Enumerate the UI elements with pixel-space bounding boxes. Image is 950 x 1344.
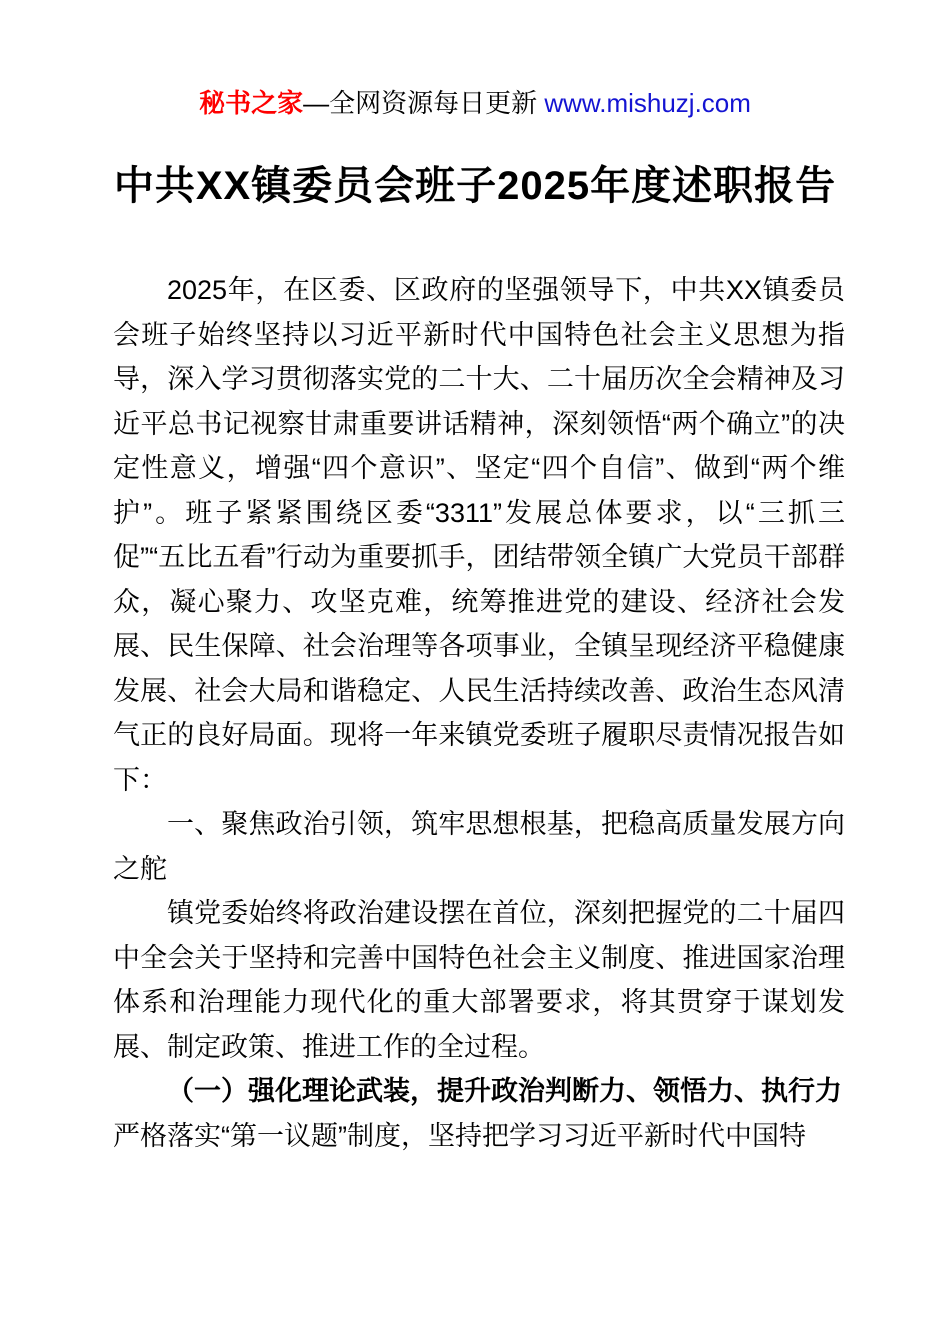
- site-brand: 秘书之家: [199, 88, 304, 118]
- section-heading-1: 一、聚焦政治引领，筑牢思想根基，把稳高质量发展方向之舵: [113, 809, 845, 884]
- document-body: [113, 268, 845, 1158]
- subsection-heading-1: （一）强化理论武装，提升政治判断力、领悟力、执行力: [167, 1076, 842, 1106]
- paragraph-theory-armament: 严格落实“第一议题”制度，坚持把学习习近平新时代中国特: [113, 1120, 806, 1151]
- paragraph-intro: 2025年，在区委、区政府的坚强领导下，中共XX镇委员会班子始终坚持以习近平新时代中国特色社会主义思想为指导，深入学习贯彻落实党的二十大、二十届历次全会精神及习近平总书记视察甘肃重要讲话精神，深刻领悟“两个确立”的决定性意义，增强“四个意识”、坚定“四个自信”、做到“两个维护”。班子紧紧围绕区委“3311”发展总体要求，以“三抓三促”“五比五看”行动为重要抓手，团结带领全镇广大党员干部群众，凝心聚力、攻坚克难，统筹推进党的建设、经济社会发展、民生保障、社会治理等各项事业，全镇呈现经济平稳健康发展、社会大局和谐稳定、人民生活持续改善、政治生态风清气正的良好局面。现将一年来镇党委班子履职尽责情况报告如下：: [113, 275, 845, 795]
- site-header: [0, 0, 950, 120]
- site-url-link[interactable]: www.mishuzj.com: [544, 88, 751, 118]
- document-title: 中共XX镇委员会班子2025年度述职报告: [113, 164, 837, 208]
- paragraph-political-construction: 镇党委始终将政治建设摆在首位，深刻把握党的二十届四中全会关于坚持和完善中国特色社会主义制度、推进国家治理体系和治理能力现代化的重大部署要求，将其贯穿于谋划发展、制定政策、推进工作的全过程。: [113, 898, 845, 1062]
- site-tagline: —全网资源每日更新: [303, 88, 545, 118]
